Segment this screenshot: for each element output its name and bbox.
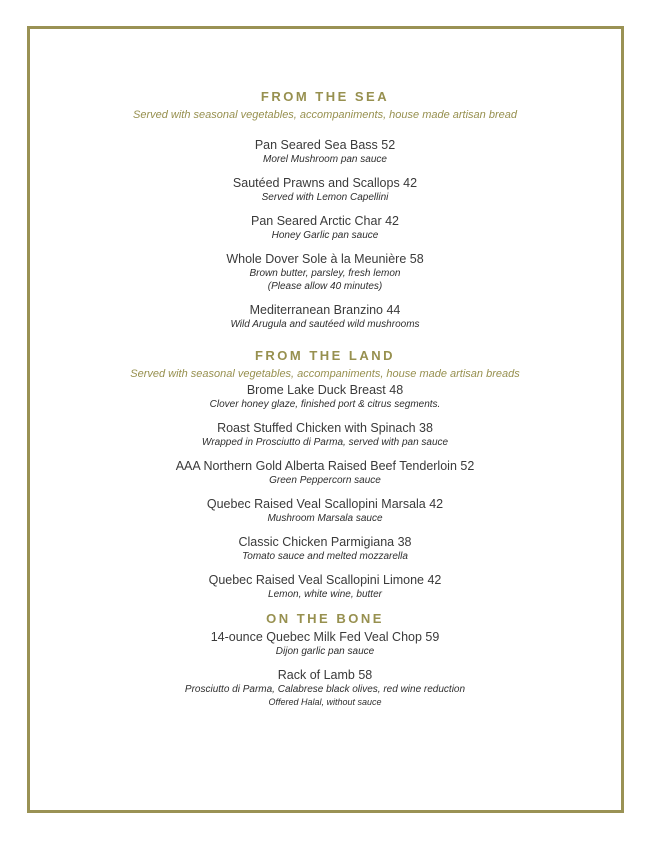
menu-item <box>0 667 650 708</box>
item-name: Brome Lake Duck Breast 48 <box>246 383 404 397</box>
item-name: Classic Chicken Parmigiana 38 <box>238 535 412 549</box>
item-name: Pan Seared Arctic Char 42 <box>251 214 399 228</box>
item-name: Roast Stuffed Chicken with Spinach 38 <box>217 421 433 435</box>
item-description: Brown butter, parsley, fresh lemon <box>249 268 401 279</box>
item-name: Sautéed Prawns and Scallops 42 <box>232 176 418 190</box>
item-description: Mushroom Marsala sauce <box>267 513 383 524</box>
section-subtitle: Served with seasonal vegetables, accompaniments, house made artisan bread <box>132 109 517 121</box>
menu-item <box>0 572 650 601</box>
menu-item <box>0 175 650 204</box>
item-description: Prosciutto di Parma, Calabrese black olives, red wine reduction <box>184 684 466 695</box>
menu-item <box>0 420 650 449</box>
item-description: Wrapped in Prosciutto di Parma, served with pan sauce <box>201 437 449 448</box>
menu-item <box>0 496 650 525</box>
menu-item <box>0 534 650 563</box>
menu-item <box>0 137 650 166</box>
item-description: Tomato sauce and melted mozzarella <box>242 551 408 562</box>
menu-item <box>0 213 650 242</box>
item-name: Rack of Lamb 58 <box>277 668 373 682</box>
menu-item <box>0 302 650 331</box>
item-description: Morel Mushroom pan sauce <box>263 154 387 165</box>
item-description-note: (Please allow 40 minutes) <box>267 281 383 292</box>
section-title: FROM THE SEA <box>260 89 390 104</box>
item-description: Dijon garlic pan sauce <box>275 646 375 657</box>
item-name: Quebec Raised Veal Scallopini Limone 42 <box>208 573 442 587</box>
section-subtitle: Served with seasonal vegetables, accompaniments, house made artisan breads <box>130 368 520 380</box>
item-description: Lemon, white wine, butter <box>268 589 382 600</box>
item-name: Pan Seared Sea Bass 52 <box>254 138 396 152</box>
section-from-the-sea <box>0 89 650 331</box>
section-title: FROM THE LAND <box>254 348 396 363</box>
item-description: Wild Arugula and sautéed wild mushrooms <box>230 319 420 330</box>
section-on-the-bone <box>0 611 650 708</box>
item-description: Green Peppercorn sauce <box>269 475 381 486</box>
item-description: Honey Garlic pan sauce <box>271 230 379 241</box>
item-name: Whole Dover Sole à la Meunière 58 <box>226 252 424 266</box>
menu-item <box>0 251 650 293</box>
menu-item <box>0 382 650 411</box>
section-title: ON THE BONE <box>266 611 384 626</box>
item-description: Clover honey glaze, finished port & citrus segments. <box>209 399 441 410</box>
item-name: Mediterranean Branzino 44 <box>249 303 401 317</box>
item-description-note: Offered Halal, without sauce <box>268 697 382 707</box>
section-from-the-land <box>0 348 650 601</box>
menu-item <box>0 629 650 658</box>
item-name: Quebec Raised Veal Scallopini Marsala 42 <box>206 497 444 511</box>
menu-item <box>0 458 650 487</box>
item-name: 14-ounce Quebec Milk Fed Veal Chop 59 <box>210 630 440 644</box>
item-name: AAA Northern Gold Alberta Raised Beef Tenderloin 52 <box>175 459 475 473</box>
item-description: Served with Lemon Capellini <box>261 192 389 203</box>
